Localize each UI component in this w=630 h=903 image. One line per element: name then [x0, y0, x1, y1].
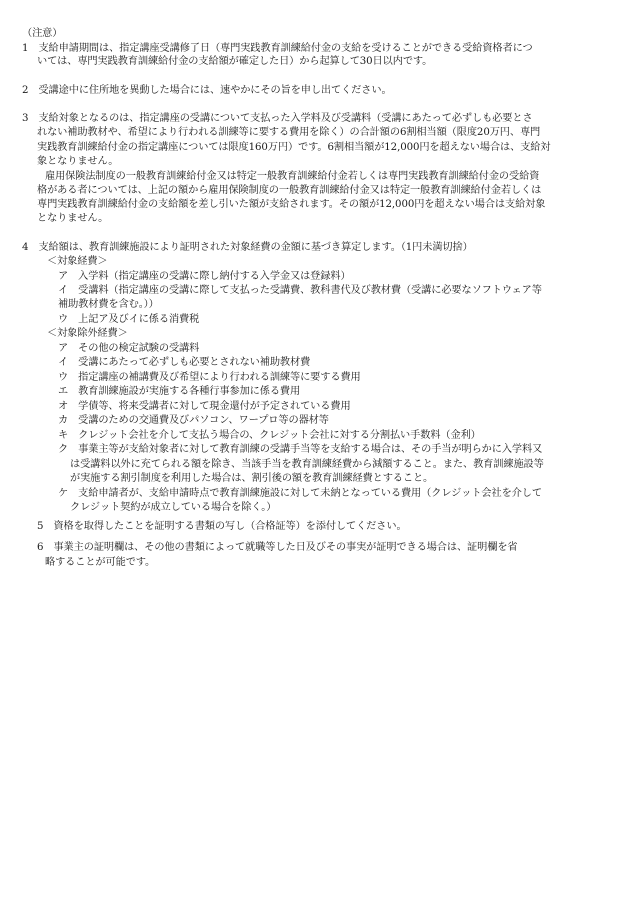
excluded-expense-g: キ クレジット会社を介して支払う場合の、クレジット会社に対する分割払い手数料（金利）	[58, 430, 481, 441]
excluded-expense-h-line-2: は受講料以外に充てられる額を除き、当該手当を教育訓練経費から減額すること。また、教育訓練施設等	[70, 459, 544, 470]
note-4-line-1: 4 支給額は、教育訓練施設により証明された対象経費の金額に基づき算定します。（1円未満切捨）	[22, 242, 473, 253]
excluded-expense-i-line-1: ケ 支給申請者が、支給申請時点で教育訓練施設に対して未納となっている費用（クレジット会社を介して	[58, 488, 542, 499]
note-1-line-2: いては、専門実践教育訓練給付金の支給額が確定した日）から起算して30日以内です。	[37, 56, 433, 67]
excluded-expenses-heading: ＜対象除外経費＞	[47, 328, 128, 339]
note-1-line-1: 1 支給申請期間は、指定講座受講修了日（専門実践教育訓練給付金の支給を受けることができる受給資格者につ	[22, 43, 533, 54]
covered-expense-c: ウ 上記ア及びイに係る消費税	[58, 314, 200, 325]
note-3-line-7: 専門実践教育訓練給付金の支給額を差し引いた額が支給されます。その額が12,000円を超えない場合は支給対象	[37, 199, 546, 210]
covered-expenses-heading: ＜対象経費＞	[47, 256, 108, 267]
note-3-line-4: 象となりません。	[37, 156, 119, 167]
excluded-expense-b: イ 受講にあたって必ずしも必要とされない補助教材費	[58, 357, 311, 368]
note-3-line-6: 格がある者については、上記の額から雇用保険制度の一般教育訓練給付金又は特定一般教育訓練給付金若しくは	[37, 185, 542, 196]
excluded-expense-e: オ 学債等、将来受講者に対して現金還付が予定されている費用	[58, 401, 351, 412]
note-6-line-2: 略することが可能です。	[45, 557, 156, 568]
note-3-line-3: 実践教育訓練給付金の指定講座については限度160万円）です。6割相当額が12,000円を超えない場合は、支給対	[37, 142, 551, 153]
note-3-line-5: 雇用保険法制度の一般教育訓練給付金又は特定一般教育訓練給付金若しくは専門実践教育訓練給付金の受給資	[45, 171, 540, 182]
excluded-expense-h-line-1: ク 事業主等が支給対象者に対して教育訓練の受講手当等を支給する場合は、その手当が明らかに入学料又	[58, 444, 543, 455]
note-5-line-1: 5 資格を取得したことを証明する書類の写し（合格証等）を添付してください。	[37, 521, 407, 532]
notes-heading: （注意）	[22, 28, 63, 39]
covered-expense-a: ア 入学料（指定講座の受講に際し納付する入学金又は登録料）	[58, 271, 351, 282]
note-3-line-8: となりません。	[37, 213, 109, 224]
excluded-expense-d: エ 教育訓練施設が実施する各種行事参加に係る費用	[58, 386, 301, 397]
excluded-expense-c: ウ 指定講座の補講費及び希望により行われる訓練等に要する費用	[58, 372, 361, 383]
excluded-expense-a: ア その他の検定試験の受講料	[58, 343, 200, 354]
covered-expense-b-line-1: イ 受講料（指定講座の受講に際して支払った受講費、教科書代及び教材費（受講に必要なソフトウェア等	[58, 285, 542, 296]
note-3-line-2: れない補助教材や、希望により行われる訓練等に要する費用を除く）の合計額の6割相当額（限度20万円、専門	[37, 127, 541, 138]
excluded-expense-i-line-2: クレジット契約が成立している場合を除く。）	[70, 502, 277, 513]
note-2-line-1: 2 受講途中に住所地を異動した場合には、速やかにその旨を申し出てください。	[22, 85, 392, 96]
excluded-expense-h-line-3: が実施する割引制度を利用した場合は、割引後の額を教育訓練経費とすること。	[70, 473, 434, 484]
excluded-expense-f: カ 受講のための交通費及びパソコン、ワープロ等の器材等	[58, 415, 329, 426]
note-3-line-1: 3 支給対象となるのは、指定講座の受講について支払った入学料及び受講料（受講にあたって必ずしも必要とさ	[22, 113, 533, 124]
covered-expense-b-line-2: 補助教材費を含む。））	[58, 299, 159, 310]
note-6-line-1: 6 事業主の証明欄は、その他の書類によって就職等した日及びその事実が証明できる場合は、証明欄を省	[37, 542, 518, 553]
